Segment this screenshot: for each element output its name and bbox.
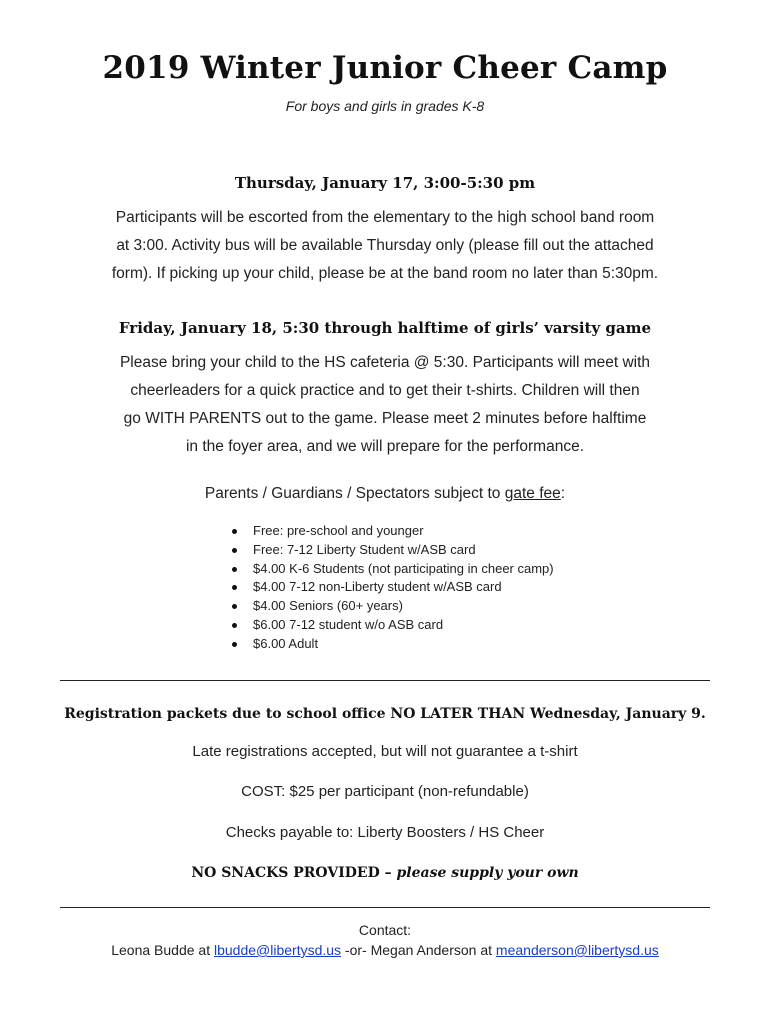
gate-fee-intro-text: Parents / Guardians / Spectators subject to [204,485,505,502]
bullet-icon [232,548,237,553]
no-snacks-notice [0,865,770,881]
bullet-icon [232,585,237,590]
fee-list [228,522,554,654]
late-registration-note: Late registrations accepted, but will not guarantee a t-shirt [192,743,578,760]
thursday-paragraph [80,204,690,288]
email-link-lbudde[interactable]: lbudde@libertysd.us [213,942,342,958]
list-item [228,635,554,654]
gate-fee-underlined: gate fee [504,485,561,502]
list-item [228,522,554,541]
fee-item-text: $6.00 7-12 student w/o ASB card [253,616,444,632]
gate-fee-colon: : [560,485,566,502]
contact-block [0,920,770,960]
list-item [228,560,554,579]
friday-line: Please bring your child to the HS cafeteria @ 5:30. Participants will meet with [119,354,651,371]
email-link-meanderson[interactable]: meanderson@libertysd.us [495,942,659,958]
friday-line3-post: out to the game. Please meet 2 minutes before halftime [261,410,647,427]
friday-paragraph [80,349,690,461]
no-snacks-bold: NO SNACKS PROVIDED – [191,865,397,881]
fee-item-text: Free: pre-school and younger [253,523,424,538]
bullet-icon [232,642,237,647]
page-subtitle: For boys and girls in grades K-8 [285,98,485,114]
fee-item-text: $4.00 K-6 Students (not participating in cheer camp) [253,560,554,576]
no-snacks-italic: please supply your own [396,865,579,881]
list-item [228,616,554,635]
registration-deadline: Registration packets due to school office NO LATER THAN Wednesday, January 9. [64,706,706,722]
checks-payable-line: Checks payable to: Liberty Boosters / HS Cheer [225,824,545,841]
friday-line [80,405,690,433]
divider-bottom [60,907,710,908]
friday-line: cheerleaders for a quick practice and to get their t-shirts. Children will then [130,382,640,399]
page-title: 2019 Winter Junior Cheer Camp [102,50,668,86]
contact-line [0,940,770,960]
contact-separator: -or- Megan Anderson at [341,942,496,958]
thursday-line: Participants will be escorted from the elementary to the high school band room [115,209,655,226]
list-item [228,578,554,597]
friday-line3-pre: go [123,410,146,427]
fee-item-text: $4.00 Seniors (60+ years) [253,598,403,614]
fee-item-text: $6.00 Adult [253,635,319,651]
friday-heading: Friday, January 18, 5:30 through halftime of girls’ varsity game [118,319,652,337]
bullet-icon [232,623,237,628]
bullet-icon [232,567,237,572]
thursday-heading: Thursday, January 17, 3:00-5:30 pm [234,174,536,192]
thursday-line: at 3:00. Activity bus will be available Thursday only (please fill out the attached [116,237,654,254]
thursday-line: form). If picking up your child, please be at the band room no later than 5:30pm. [111,265,659,282]
with-parents-emphasis: WITH PARENTS [145,410,262,427]
contact-name-1: Leona Budde at [111,942,214,958]
fee-item-text: Free: 7-12 Liberty Student w/ASB card [253,541,476,557]
contact-label: Contact: [358,922,412,938]
cost-line: COST: $25 per participant (non-refundable) [241,783,529,800]
list-item [228,541,554,560]
divider-top [60,680,710,681]
gate-fee-intro [0,485,770,503]
bullet-icon [232,529,237,534]
fee-item-text: $4.00 7-12 non-Liberty student w/ASB card [253,579,502,595]
list-item [228,597,554,616]
friday-line: in the foyer area, and we will prepare for the performance. [185,438,585,455]
bullet-icon [232,604,237,609]
